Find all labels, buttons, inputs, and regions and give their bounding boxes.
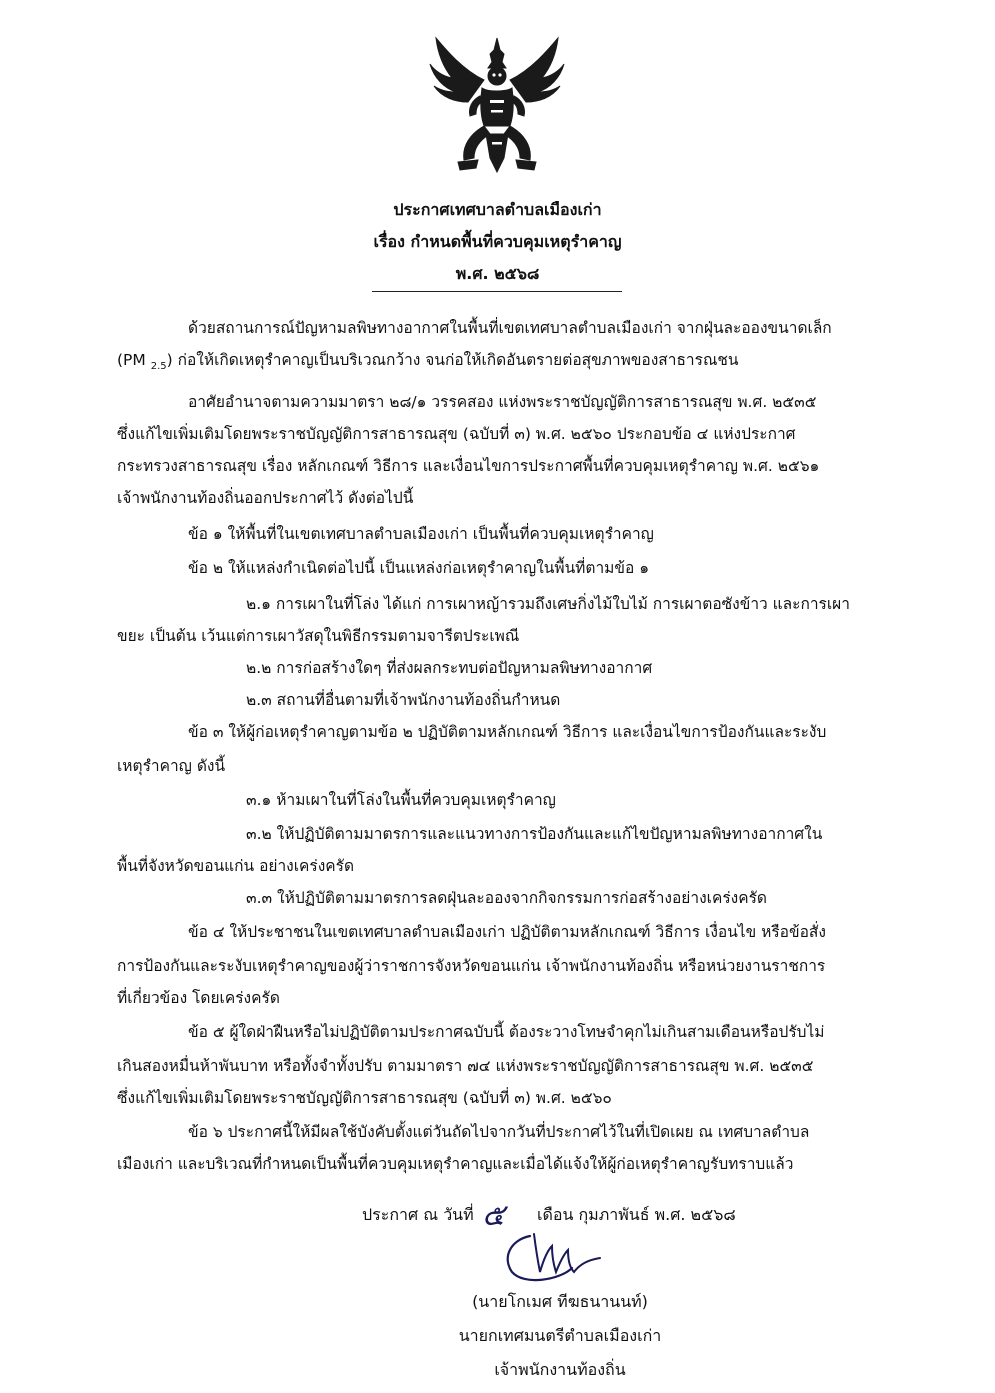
clause-4-line-3: ที่เกี่ยวข้อง โดยเคร่งครัด xyxy=(117,989,280,1007)
clause-3-3: ๓.๓ ให้ปฏิบัติตามมาตรการลดฝุ่นละอองจากกิจกรรมการก่อสร้างอย่างเคร่งครัด xyxy=(246,889,767,907)
clause-3-line-1: ข้อ ๓ ให้ผู้ก่อเหตุรำคาญตามข้อ ๒ ปฏิบัติตามหลักเกณฑ์ วิธีการ และเงื่อนไขการป้องกันและระงับ xyxy=(188,723,827,741)
garuda-emblem-icon xyxy=(418,30,576,180)
clause-5-line-1: ข้อ ๕ ผู้ใดฝ่าฝืนหรือไม่ปฏิบัติตามประกาศฉบับนี้ ต้องระวางโทษจำคุกไม่เกินสามเดือนหรือปรับไม่ xyxy=(188,1023,825,1041)
signer-name: (นายโกเมศ ทีฆธนานนท์) xyxy=(472,1292,648,1311)
handwritten-day: ๕ xyxy=(482,1198,505,1233)
announcement-year: พ.ศ. ๒๕๖๘ xyxy=(455,264,540,283)
paragraph-1-line-1: ด้วยสถานการณ์ปัญหามลพิษทางอากาศในพื้นที่เขตเทศบาลตำบลเมืองเก่า จากฝุ่นละอองขนาดเล็ก xyxy=(188,319,832,337)
paragraph-1-line-2-text: ) ก่อให้เกิดเหตุรำคาญเป็นบริเวณกว้าง จนก่อให้เกิดอันตรายต่อสุขภาพของสาธารณชน xyxy=(166,351,739,369)
paragraph-2-line-3: กระทรวงสาธารณสุข เรื่อง หลักเกณฑ์ วิธีการ และเงื่อนไขการประกาศพื้นที่ควบคุมเหตุรำคาญ พ.ศ. ๒๕๖๑ xyxy=(117,457,820,475)
title-divider xyxy=(372,291,622,292)
clause-4-line-1: ข้อ ๔ ให้ประชาชนในเขตเทศบาลตำบลเมืองเก่า ปฏิบัติตามหลักเกณฑ์ วิธีการ เงื่อนไข หรือข้อสั่ง xyxy=(188,923,826,941)
paragraph-2-line-2: ซึ่งแก้ไขเพิ่มเติมโดยพระราชบัญญัติการสาธารณสุข (ฉบับที่ ๓) พ.ศ. ๒๕๖๐ ประกอบข้อ ๔ แห่งประกาศ xyxy=(117,425,796,443)
clause-6-line-2: เมืองเก่า และบริเวณที่กำหนดเป็นพื้นที่ควบคุมเหตุรำคาญและเมื่อได้แจ้งให้ผู้ก่อเหตุรำคาญรับทราบแล้ว xyxy=(117,1155,794,1173)
date-suffix: เดือน กุมภาพันธ์ พ.ศ. ๒๕๖๘ xyxy=(537,1205,736,1224)
clause-2-2: ๒.๒ การก่อสร้างใดๆ ที่ส่งผลกระทบต่อปัญหามลพิษทางอากาศ xyxy=(246,659,653,677)
announcement-subject: เรื่อง กำหนดพื้นที่ควบคุมเหตุรำคาญ xyxy=(373,232,622,251)
clause-5-line-3: ซึ่งแก้ไขเพิ่มเติมโดยพระราชบัญญัติการสาธารณสุข (ฉบับที่ ๓) พ.ศ. ๒๕๖๐ xyxy=(117,1089,612,1107)
clause-3-2-line-2: พื้นที่จังหวัดขอนแก่น อย่างเคร่งครัด xyxy=(117,857,355,875)
clause-5-line-2: เกินสองหมื่นห้าพันบาท หรือทั้งจำทั้งปรับ ตามมาตรา ๗๔ แห่งพระราชบัญญัติการสาธารณสุข พ.ศ. ๒๕๓๕ xyxy=(117,1057,814,1075)
pm-label: (PM xyxy=(117,351,146,369)
clause-2-3: ๒.๓ สถานที่อื่นตามที่เจ้าพนักงานท้องถิ่นกำหนด xyxy=(246,691,561,709)
clause-2: ข้อ ๒ ให้แหล่งกำเนิดต่อไปนี้ เป็นแหล่งก่อเหตุรำคาญในพื้นที่ตามข้อ ๑ xyxy=(188,559,650,577)
announcement-title: ประกาศเทศบาลตำบลเมืองเก่า xyxy=(393,200,602,219)
clause-2-1-line-2: ขยะ เป็นต้น เว้นแต่การเผาวัสดุในพิธีกรรมตามจารีตประเพณี xyxy=(117,627,520,645)
clause-3-2-line-1: ๓.๒ ให้ปฏิบัติตามมาตรการและแนวทางการป้องกันและแก้ไขปัญหามลพิษทางอากาศใน xyxy=(246,825,823,843)
clause-2-1-line-1: ๒.๑ การเผาในที่โล่ง ได้แก่ การเผาหญ้ารวมถึงเศษกิ่งไม้ใบไม้ การเผาตอซังข้าว และการเผา xyxy=(246,595,850,613)
clause-4-line-2: การป้องกันและระงับเหตุรำคาญของผู้ว่าราชการจังหวัดขอนแก่น เจ้าพนักงานท้องถิ่น หรือหน่วยงานราชการ xyxy=(117,957,826,975)
signer-position: นายกเทศมนตรีตำบลเมืองเก่า xyxy=(458,1326,662,1345)
paragraph-2-line-1: อาศัยอำนาจตามความมาตรา ๒๘/๑ วรรคสอง แห่งพระราชบัญญัติการสาธารณสุข พ.ศ. ๒๕๓๕ xyxy=(188,393,817,411)
date-prefix: ประกาศ ณ วันที่ xyxy=(362,1205,474,1224)
clause-1: ข้อ ๑ ให้พื้นที่ในเขตเทศบาลตำบลเมืองเก่า เป็นพื้นที่ควบคุมเหตุรำคาญ xyxy=(188,525,654,543)
paragraph-1-line-2 xyxy=(117,350,738,377)
paragraph-2-line-4: เจ้าพนักงานท้องถิ่นออกประกาศไว้ ดังต่อไปนี้ xyxy=(117,489,414,507)
clause-3-line-2: เหตุรำคาญ ดังนี้ xyxy=(117,757,226,775)
signer-role: เจ้าพนักงานท้องถิ่น xyxy=(494,1360,626,1379)
clause-6-line-1: ข้อ ๖ ประกาศนี้ให้มีผลใช้บังคับตั้งแต่วันถัดไปจากวันที่ประกาศไว้ในที่เปิดเผย ณ เทศบาลตำบล xyxy=(188,1123,810,1141)
pm-subscript: 2.5 xyxy=(150,361,167,373)
handwritten-signature xyxy=(500,1228,608,1288)
clause-3-1: ๓.๑ ห้ามเผาในที่โล่งในพื้นที่ควบคุมเหตุรำคาญ xyxy=(246,791,556,809)
